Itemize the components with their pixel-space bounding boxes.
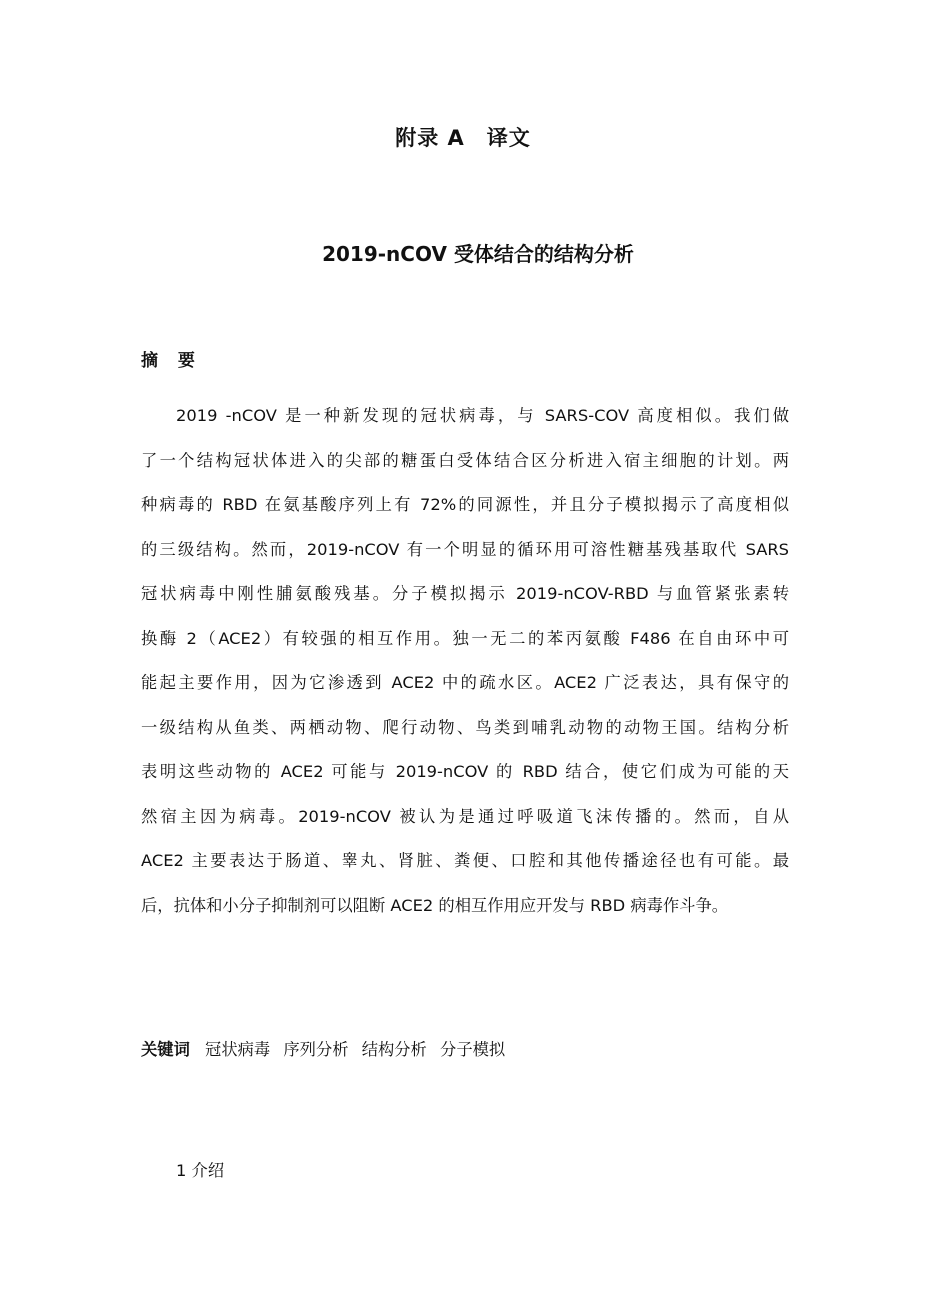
paper-title: 2019-nCOV 受体结合的结构分析: [322, 242, 634, 266]
abstract-line: 能起主要作用，因为它渗透到 ACE2 中的疏水区。ACE2 广泛表达，具有保守的: [141, 673, 789, 692]
abstract-line: 种病毒的 RBD 在氨基酸序列上有 72%的同源性，并且分子模拟揭示了高度相似: [141, 495, 789, 514]
section-heading: 1 介绍: [176, 1161, 225, 1180]
keyword: 结构分析: [361, 1040, 427, 1059]
abstract-line: 一级结构从鱼类、两栖动物、爬行动物、鸟类到哺乳动物的动物王国。结构分析: [141, 717, 789, 737]
abstract-line: 冠状病毒中刚性脯氨酸残基。分子模拟揭示 2019-nCOV-RBD 与血管紧张素转: [141, 584, 789, 603]
abstract-line: ACE2 主要表达于肠道、睾丸、肾脏、粪便、口腔和其他传播途径也有可能。最: [141, 851, 789, 870]
abstract-line: 然宿主因为病毒。2019-nCOV 被认为是通过呼吸道飞沫传播的。然而，自从: [141, 806, 789, 826]
abstract-body: [141, 398, 789, 932]
keywords: [141, 1036, 513, 1060]
abstract-line: 后，抗体和小分子抑制剂可以阻断 ACE2 的相互作用应开发与 RBD 病毒作斗争。: [141, 895, 729, 915]
keyword: 序列分析: [283, 1040, 349, 1059]
appendix-title: [0, 122, 926, 152]
abstract-line: 了一个结构冠状体进入的尖部的糖蛋白受体结合区分析进入宿主细胞的计划。两: [141, 450, 789, 470]
abstract-line: 换酶 2（ACE2）有较强的相互作用。独一无二的苯丙氨酸 F486 在自由环中可: [141, 628, 789, 648]
abstract-line: 的三级结构。然而，2019-nCOV 有一个明显的循环用可溶性糖基残基取代 SARS: [141, 539, 789, 559]
abstract-heading: 摘 要: [141, 351, 202, 371]
abstract-line: 2019 -nCOV 是一种新发现的冠状病毒，与 SARS-COV 高度相似。我们做: [176, 406, 789, 425]
keywords-label: 关键词: [141, 1040, 190, 1059]
abstract-line: 表明这些动物的 ACE2 可能与 2019-nCOV 的 RBD 结合，使它们成为可能的天: [141, 762, 789, 781]
keyword: 冠状病毒: [205, 1040, 271, 1059]
keyword: 分子模拟: [440, 1040, 506, 1059]
appendix-title-text: 译文: [486, 126, 531, 150]
appendix-label: 附录 A: [395, 126, 465, 150]
